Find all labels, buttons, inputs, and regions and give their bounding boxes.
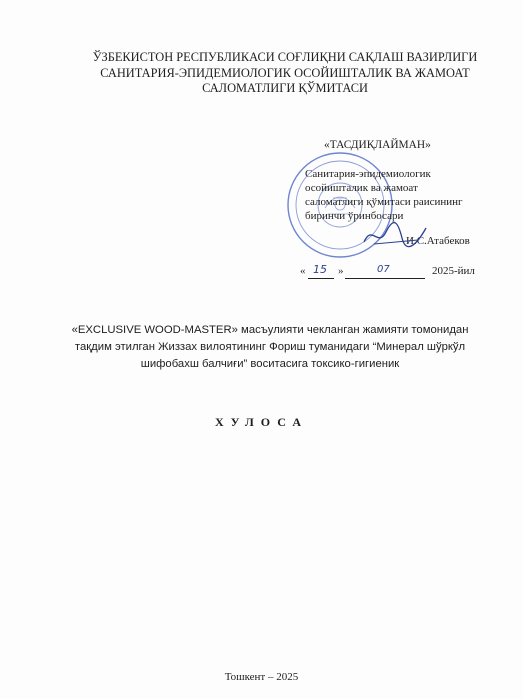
document-title: ХУЛОСА bbox=[214, 415, 309, 429]
date-day: 15 bbox=[313, 263, 327, 276]
header-line-2: САНИТАРИЯ-ЭПИДЕМИОЛОГИК ОСОЙИШТАЛИК ВА ЖАМОАТ bbox=[100, 65, 470, 80]
date-quote-close: » bbox=[338, 265, 344, 277]
position-line-3: саломатлиги қўмитаси раисининг bbox=[305, 196, 463, 208]
approval-position bbox=[305, 167, 505, 223]
position-line-4: биринчи ўринбосари bbox=[305, 210, 404, 222]
subject-line-2: тақдим этилган Жиззах вилоятининг Фориш туманидаги “Минерал шўркўл bbox=[74, 341, 466, 353]
signer-name: И.С.Атабеков bbox=[406, 235, 470, 247]
place-and-year: Тошкент – 2025 bbox=[224, 671, 299, 683]
position-line-2: осойишталик ва жамоат bbox=[305, 182, 418, 194]
header-line-3: САЛОМАТЛИГИ ҚЎМИТАСИ bbox=[202, 81, 368, 95]
date-quote-open: « bbox=[300, 265, 306, 277]
signature-icon bbox=[360, 220, 430, 250]
subject-line-1: «EXCLUSIVE WOOD-MASTER» масъулияти чекланган жамияти томонидан bbox=[71, 324, 469, 336]
approval-title: «ТАСДИҚЛАЙМАН» bbox=[324, 139, 431, 151]
date-month: 07 bbox=[377, 264, 390, 275]
document-subject bbox=[70, 322, 470, 373]
ministry-header bbox=[60, 50, 510, 97]
day-underline bbox=[308, 278, 334, 279]
subject-line-3: шифобахш балчиғи” воситасига токсико-гигиеник bbox=[140, 358, 400, 370]
month-underline bbox=[345, 278, 425, 279]
date-year: 2025-йил bbox=[432, 265, 475, 277]
header-line-1: ЎЗБЕКИСТОН РЕСПУБЛИКАСИ СОҒЛИҚНИ САҚЛАШ ВАЗИРЛИГИ bbox=[92, 50, 478, 64]
position-line-1: Санитария-эпидемиологик bbox=[305, 168, 431, 180]
